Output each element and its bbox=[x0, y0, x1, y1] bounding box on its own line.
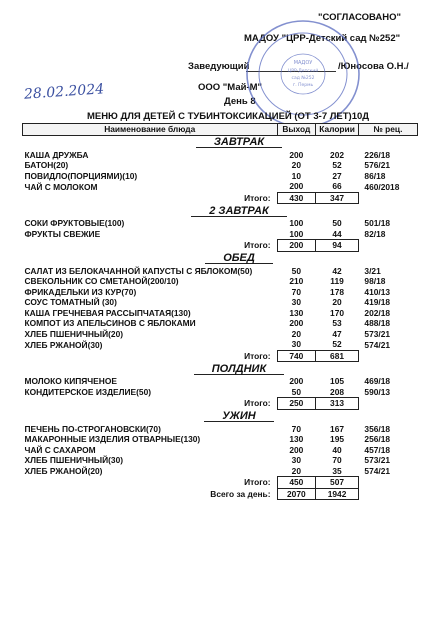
dish-recipe: 576/21 bbox=[364, 160, 391, 171]
dish-output: 130 bbox=[289, 434, 304, 445]
section-title: УЖИН bbox=[204, 411, 274, 422]
svg-text:ЦРР-Детский: ЦРР-Детский bbox=[287, 69, 319, 74]
section-title-cell bbox=[23, 362, 418, 377]
dish-name: ЧАЙ С МОЛОКОМ bbox=[24, 181, 98, 192]
section-header-row bbox=[23, 409, 418, 424]
dish-calories: 52 bbox=[332, 160, 342, 171]
dish-calories: 66 bbox=[332, 181, 342, 192]
dish-output: 130 bbox=[289, 307, 304, 318]
dish-calories: 27 bbox=[332, 170, 342, 181]
table-row bbox=[23, 160, 418, 171]
table-row bbox=[23, 218, 418, 229]
dish-recipe: 457/18 bbox=[364, 444, 391, 455]
table-row bbox=[23, 297, 418, 308]
section-total-output: 450 bbox=[277, 477, 316, 489]
dish-name: ПЕЧЕНЬ ПО-СТРОГАНОВСКИ(70) bbox=[24, 423, 161, 434]
section-total-label: Итого: bbox=[244, 240, 271, 251]
head-name: /Юносова О.Н./ bbox=[338, 61, 409, 72]
dish-name: ХЛЕБ ПШЕНИЧНЫЙ(20) bbox=[24, 328, 124, 339]
section-total-spacer bbox=[358, 398, 417, 410]
section-total-label: Итого: bbox=[244, 350, 271, 361]
table-row bbox=[23, 287, 418, 298]
dish-calories: 35 bbox=[332, 465, 342, 476]
table-row bbox=[23, 434, 418, 445]
table-row bbox=[23, 329, 418, 340]
svg-text:МАДОУ: МАДОУ bbox=[293, 60, 313, 66]
grand-total-spacer bbox=[358, 488, 417, 500]
dish-calories: 20 bbox=[332, 297, 342, 308]
dish-recipe: 410/13 bbox=[364, 286, 391, 297]
dish-recipe: 501/18 bbox=[364, 218, 391, 229]
section-total-label: Итого: bbox=[244, 192, 271, 203]
section-total-row bbox=[23, 350, 418, 362]
dish-name: ФРИКАДЕЛЬКИ ИЗ КУР(70) bbox=[24, 286, 137, 297]
menu-body bbox=[23, 135, 418, 500]
dish-recipe: 356/18 bbox=[364, 423, 391, 434]
section-total-output: 250 bbox=[277, 398, 316, 410]
section-total-output: 430 bbox=[277, 192, 316, 204]
dish-recipe: 574/21 bbox=[364, 466, 391, 476]
dish-calories: 42 bbox=[332, 265, 342, 276]
grand-total-calories: 1942 bbox=[316, 488, 359, 500]
section-header-row bbox=[23, 362, 418, 377]
section-total-calories: 347 bbox=[316, 192, 359, 204]
section-title-cell bbox=[23, 409, 418, 424]
section-total-label: Итого: bbox=[244, 398, 271, 409]
section-total-output: 740 bbox=[277, 350, 316, 362]
dish-output: 50 bbox=[291, 265, 301, 276]
table-row bbox=[23, 318, 418, 329]
section-total-spacer bbox=[358, 477, 417, 489]
dish-output: 30 bbox=[291, 297, 301, 308]
table-row bbox=[23, 455, 418, 466]
handwritten-date: 28.02.2024 bbox=[23, 81, 105, 103]
dish-name: СОУС ТОМАТНЫЙ (30) bbox=[24, 297, 117, 308]
dish-recipe: 469/18 bbox=[364, 376, 391, 387]
dish-output: 20 bbox=[291, 160, 301, 171]
section-total-spacer bbox=[358, 192, 417, 204]
dish-name: ХЛЕБ РЖАНОЙ(20) bbox=[24, 466, 103, 476]
dish-recipe: 226/18 bbox=[364, 149, 391, 160]
dish-output: 200 bbox=[289, 376, 304, 387]
dish-output: 30 bbox=[291, 339, 301, 350]
table-row bbox=[23, 150, 418, 161]
dish-recipe: 86/18 bbox=[364, 170, 386, 181]
table-row bbox=[23, 339, 418, 350]
dish-calories: 208 bbox=[330, 386, 345, 397]
dish-output: 20 bbox=[291, 328, 301, 339]
dish-calories: 52 bbox=[332, 339, 342, 350]
dish-output: 10 bbox=[291, 170, 301, 181]
section-title: ЗАВТРАК bbox=[196, 137, 282, 148]
dish-name: СВЕКОЛЬНИК СО СМЕТАНОЙ(200/10) bbox=[24, 276, 179, 287]
dish-output: 200 bbox=[289, 444, 304, 455]
dish-recipe: 574/21 bbox=[364, 339, 391, 350]
section-title-cell bbox=[23, 251, 418, 266]
dish-recipe: 590/13 bbox=[364, 387, 391, 397]
dish-recipe: 3/21 bbox=[364, 265, 381, 276]
dish-name: САЛАТ ИЗ БЕЛОКАЧАННОЙ КАПУСТЫ С ЯБЛОКОМ(50) bbox=[24, 265, 253, 276]
dish-name: КОНДИТЕРСКОЕ ИЗДЕЛИЕ(50) bbox=[24, 387, 152, 397]
dish-recipe: 202/18 bbox=[364, 307, 391, 318]
section-total-calories: 681 bbox=[316, 350, 359, 362]
dish-name: ЧАЙ С САХАРОМ bbox=[24, 444, 96, 455]
dish-output: 70 bbox=[291, 286, 301, 297]
dish-output: 200 bbox=[289, 318, 304, 329]
dish-recipe: 573/21 bbox=[364, 455, 391, 466]
dish-calories: 53 bbox=[332, 318, 342, 329]
dish-name: КАША ДРУЖБА bbox=[24, 149, 89, 160]
dish-recipe: 82/18 bbox=[364, 229, 386, 239]
dish-name: КОМПОТ ИЗ АПЕЛЬСИНОВ С ЯБЛОКАМИ bbox=[24, 318, 196, 329]
menu-table bbox=[22, 123, 418, 500]
table-row bbox=[23, 266, 418, 277]
dish-name: ХЛЕБ РЖАНОЙ(30) bbox=[24, 339, 103, 350]
table-row bbox=[23, 466, 418, 477]
dish-recipe: 573/21 bbox=[364, 328, 391, 339]
dish-calories: 44 bbox=[332, 228, 342, 239]
dish-name: МАКАРОННЫЕ ИЗДЕЛИЯ ОТВАРНЫЕ(130) bbox=[24, 434, 201, 445]
grand-total-label: Всего за день: bbox=[210, 488, 271, 499]
dish-recipe: 256/18 bbox=[364, 434, 391, 445]
head-label: Заведующий bbox=[188, 61, 250, 72]
dish-calories: 202 bbox=[330, 149, 345, 160]
dish-calories: 178 bbox=[330, 286, 345, 297]
column-output-header: Выход bbox=[277, 124, 316, 136]
dish-name: КАША ГРЕЧНЕВАЯ РАССЫПЧАТАЯ(130) bbox=[24, 307, 191, 318]
section-total-label: Итого: bbox=[244, 477, 271, 488]
section-title: 2 ЗАВТРАК bbox=[191, 206, 287, 217]
dish-output: 100 bbox=[289, 218, 304, 229]
section-title: ОБЕД bbox=[205, 253, 273, 264]
section-title: ПОЛДНИК bbox=[194, 364, 284, 375]
section-total-calories: 507 bbox=[316, 477, 359, 489]
section-total-calories: 313 bbox=[316, 398, 359, 410]
dish-output: 30 bbox=[291, 455, 301, 466]
grand-total-row bbox=[23, 488, 418, 500]
svg-text:г. Пермь: г. Пермь bbox=[292, 83, 314, 88]
dish-output: 200 bbox=[289, 149, 304, 160]
section-title-cell bbox=[23, 204, 418, 219]
section-header-row bbox=[23, 251, 418, 266]
dish-calories: 119 bbox=[330, 276, 344, 287]
day-number: День 8 bbox=[224, 96, 256, 107]
dish-name: МОЛОКО КИПЯЧЕНОЕ bbox=[24, 376, 117, 387]
table-row bbox=[23, 229, 418, 240]
dish-output: 70 bbox=[291, 423, 301, 434]
dish-calories: 195 bbox=[330, 434, 345, 445]
table-row bbox=[23, 387, 418, 398]
dish-calories: 40 bbox=[332, 444, 342, 455]
dish-name: СОКИ ФРУКТОВЫЕ(100) bbox=[24, 218, 125, 229]
svg-text:сад №252: сад №252 bbox=[291, 76, 315, 81]
grand-total-output: 2070 bbox=[277, 488, 316, 500]
column-name-header: Наименование блюда bbox=[23, 124, 278, 136]
dish-recipe: 488/18 bbox=[364, 318, 391, 329]
dish-name: БАТОН(20) bbox=[24, 160, 69, 171]
section-total-row bbox=[23, 240, 418, 252]
section-total-row bbox=[23, 398, 418, 410]
dish-calories: 50 bbox=[332, 218, 342, 229]
section-total-calories: 94 bbox=[316, 240, 359, 252]
table-row bbox=[23, 276, 418, 287]
table-row bbox=[23, 445, 418, 456]
approval-heading: "СОГЛАСОВАНО" bbox=[318, 12, 401, 23]
dish-name: ФРУКТЫ СВЕЖИЕ bbox=[24, 229, 101, 239]
dish-output: 100 bbox=[289, 228, 304, 239]
organization-name: МАДОУ "ЦРР-Детский сад №252" bbox=[244, 33, 401, 44]
table-row bbox=[23, 308, 418, 319]
section-header-row bbox=[23, 135, 418, 150]
dish-name: ПОВИДЛО(ПОРЦИЯМИ)(10) bbox=[24, 170, 138, 181]
dish-output: 210 bbox=[289, 276, 304, 287]
section-total-spacer bbox=[358, 240, 417, 252]
table-header-row bbox=[23, 124, 418, 136]
dish-calories: 70 bbox=[332, 455, 342, 466]
dish-calories: 170 bbox=[330, 307, 345, 318]
table-row bbox=[23, 376, 418, 387]
dish-output: 20 bbox=[291, 465, 301, 476]
dish-recipe: 98/18 bbox=[364, 276, 386, 287]
section-title-cell bbox=[23, 135, 418, 150]
section-total-row bbox=[23, 192, 418, 204]
section-total-spacer bbox=[358, 350, 417, 362]
section-header-row bbox=[23, 204, 418, 219]
menu-title: МЕНЮ ДЛЯ ДЕТЕЙ С ТУБИНТОКСИКАЦИЕЙ (ОТ 3-7 ЛЕТ)10Д bbox=[86, 111, 370, 122]
table-row bbox=[23, 181, 418, 192]
table-row bbox=[23, 171, 418, 182]
dish-name: ХЛЕБ ПШЕНИЧНЫЙ(30) bbox=[24, 455, 124, 466]
dish-output: 200 bbox=[289, 181, 304, 192]
dish-output: 50 bbox=[291, 386, 301, 397]
dish-calories: 167 bbox=[330, 423, 345, 434]
supplier-name: ООО "Май-М" bbox=[198, 82, 263, 93]
column-calories-header: Калории bbox=[316, 124, 359, 136]
dish-recipe: 419/18 bbox=[364, 297, 391, 308]
dish-calories: 47 bbox=[332, 328, 342, 339]
dish-calories: 105 bbox=[330, 376, 345, 387]
table-row bbox=[23, 424, 418, 435]
section-total-output: 200 bbox=[277, 240, 316, 252]
section-total-row bbox=[23, 477, 418, 489]
dish-recipe: 460/2018 bbox=[364, 181, 400, 192]
column-recipe-header: № рец. bbox=[358, 124, 417, 136]
